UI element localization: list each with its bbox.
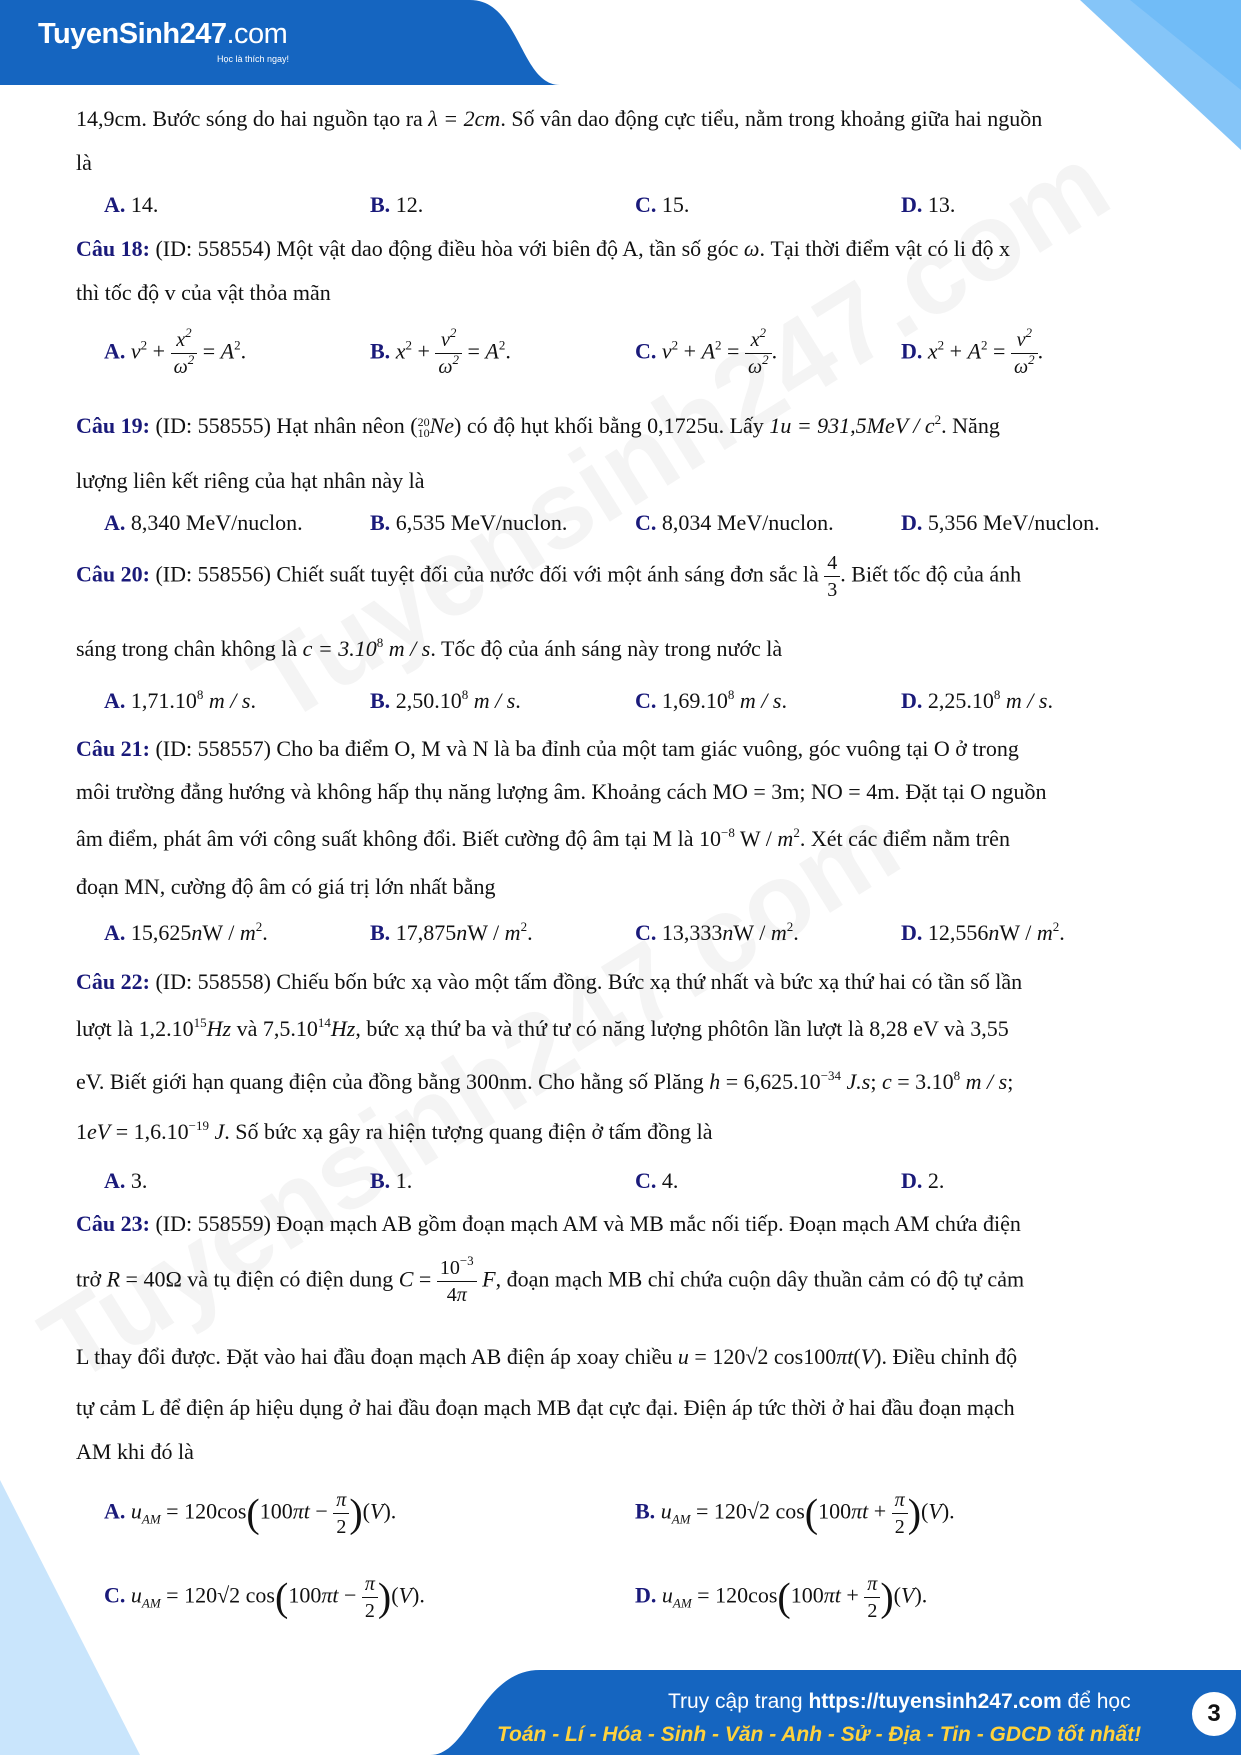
question-20: Câu 20: (ID: 558556) Chiết suất tuyệt đối của nước đối với một ánh sáng đơn sắc là $\frac{4}{3}$ . Biết tốc độ của ánh bbox=[76, 552, 1022, 601]
question-text: môi trường đẳng hướng và không hấp thụ năng lượng âm. Khoảng cách MO = 3m; NO = 4m. Đặt tại O nguồn bbox=[76, 779, 1047, 804]
answer-option[interactable]: B. $u_{AM} = 120√2$ cos(100πt + $\frac{\pi}{2}$ )(V). bbox=[635, 1489, 955, 1538]
answer-option[interactable]: B. $17,875nW / m^2$. bbox=[370, 919, 533, 945]
question-19: Câu 19: (ID: 558555) Hạt nhân nêon (20 10Ne) có độ hụt khối bằng 0,1725u. Lấy $1u = 931,5MeV / c^2$. Năng bbox=[76, 412, 1000, 440]
answer-option[interactable]: B. 12. bbox=[370, 192, 424, 217]
answer-option[interactable]: C. $13,333nW / m^2$. bbox=[635, 919, 799, 945]
brand-text: inh247 bbox=[137, 18, 227, 50]
answer-option[interactable]: A. 3. bbox=[104, 1168, 148, 1193]
answer-option[interactable]: C. $v^2 + A^2$ = $\frac{x^2}{\omega^2}$ . bbox=[635, 325, 778, 378]
question-text: lượt là 1,2.10$^{15}$Hz và 7,5.10$^{14}$Hz, bức xạ thứ ba và thứ tư có năng lượng phôtôn lần lượt là 8,28 eV và 3,55 bbox=[76, 1015, 1009, 1041]
question-text: âm điểm, phát âm với công suất không đổi. Biết cường độ âm tại M là $10^{-8}$ W / $m^2$. Xét các điểm nằm trên bbox=[76, 825, 1010, 851]
answer-option[interactable]: D. 2,25.10$^8$ m / s. bbox=[901, 687, 1053, 713]
question-label: Câu 22: bbox=[76, 969, 150, 994]
brand-text: S bbox=[118, 18, 138, 50]
question-text: sáng trong chân không là $c = 3.10^8$ m / s. Tốc độ của ánh sáng này trong nước là bbox=[76, 635, 783, 661]
question-text: trở R = 40Ω và tụ điện có điện dung C = $\frac{10^{-3}}{4\pi}$ F, đoạn mạch MB chỉ chứa cuộn dây thuần cảm có độ tự cảm bbox=[76, 1253, 1025, 1306]
answer-option[interactable]: D. $u_{AM} = 120\cos(100\pi t$ + $\frac{\pi}{2}$ )(V). bbox=[635, 1573, 928, 1622]
answer-option[interactable]: D. $x^2 + A^2$ = $\frac{v^2}{\omega^2}$ . bbox=[901, 325, 1044, 378]
answer-option[interactable]: C. 8,034 MeV/nuclon. bbox=[635, 510, 834, 535]
answer-option[interactable]: A. 14. bbox=[104, 192, 159, 217]
brand-logo[interactable] bbox=[38, 18, 287, 51]
answer-option[interactable]: C. 4. bbox=[635, 1168, 679, 1193]
question-label: Câu 21: bbox=[76, 736, 150, 761]
answer-option[interactable]: A. 8,340 MeV/nuclon. bbox=[104, 510, 303, 535]
answer-option[interactable]: C. 15. bbox=[635, 192, 690, 217]
question-label: Câu 18: bbox=[76, 236, 150, 261]
question-text: là bbox=[76, 150, 92, 175]
answer-option[interactable]: B. $x^2$ + $\frac{v^2}{\omega^2}$ = $A^2$. bbox=[370, 325, 511, 378]
question-label: Câu 19: bbox=[76, 413, 150, 438]
answer-option[interactable]: D. 2. bbox=[901, 1168, 945, 1193]
question-text: $1eV = 1,6.10^{-19}$ J. Số bức xạ gây ra hiện tượng quang điện ở tấm đồng là bbox=[76, 1118, 713, 1144]
answer-option[interactable]: B. 1. bbox=[370, 1168, 413, 1193]
question-21: Câu 21: (ID: 558557) Cho ba điểm O, M và N là ba đỉnh của một tam giác vuông, góc vuông tại O ở trong bbox=[76, 736, 1019, 761]
question-text: L thay đổi được. Đặt vào hai đầu đoạn mạch AB điện áp xoay chiều u = 120√2 cos100πt(V). Điều chỉnh độ bbox=[76, 1344, 1018, 1369]
question-label: Câu 23: bbox=[76, 1211, 150, 1236]
answer-option[interactable]: A. 1,71.10$^8$ m / s. bbox=[104, 687, 256, 713]
question-text: thì tốc độ v của vật thỏa mãn bbox=[76, 280, 331, 305]
corner-decoration bbox=[1070, 0, 1241, 160]
answer-option[interactable]: C. 1,69.10$^8$ m / s. bbox=[635, 687, 787, 713]
answer-option[interactable]: A. $u_{AM} = 120\cos(100\pi t$ − $\frac{\pi}{2}$ )(V). bbox=[104, 1489, 397, 1538]
answer-option[interactable]: B. 2,50.10$^8$ m / s. bbox=[370, 687, 521, 713]
answer-option[interactable]: B. 6,535 MeV/nuclon. bbox=[370, 510, 568, 535]
page-number: 3 bbox=[1207, 1700, 1221, 1727]
question-22: Câu 22: (ID: 558558) Chiếu bốn bức xạ vào một tấm đồng. Bức xạ thứ nhất và bức xạ thứ hai có tần số lần bbox=[76, 969, 1023, 994]
answer-option[interactable]: D. 5,356 MeV/nuclon. bbox=[901, 510, 1100, 535]
question-text: 14,9cm. Bước sóng do hai nguồn tạo ra λ = 2cm. Số vân dao động cực tiểu, nằm trong khoảng giữa hai nguồn bbox=[76, 106, 1043, 131]
question-18: Câu 18: (ID: 558554) Một vật dao động điều hòa với biên độ A, tần số góc ω. Tại thời điểm vật có li độ x bbox=[76, 236, 1010, 261]
brand-text: Tuyen bbox=[38, 18, 119, 50]
footer-subjects: Toán - Lí - Hóa - Sinh - Văn - Anh - Sử - Địa - Tin - GDCD tốt nhất! bbox=[497, 1723, 1142, 1746]
brand-text: .com bbox=[226, 18, 288, 50]
brand-tagline: Học là thích ngay! bbox=[217, 54, 290, 64]
answer-option[interactable]: C. $u_{AM} = 120√2$ cos(100πt − $\frac{\pi}{2}$ )(V). bbox=[104, 1573, 425, 1622]
question-23: Câu 23: (ID: 558559) Đoạn mạch AB gồm đoạn mạch AM và MB mắc nối tiếp. Đoạn mạch AM chứa điện bbox=[76, 1211, 1021, 1236]
question-text: lượng liên kết riêng của hạt nhân này là bbox=[76, 468, 425, 493]
answer-option[interactable]: D. $12,556nW / m^2$. bbox=[901, 919, 1065, 945]
question-label: Câu 20: bbox=[76, 561, 150, 587]
answer-option[interactable]: D. 13. bbox=[901, 192, 956, 217]
question-text: AM khi đó là bbox=[76, 1439, 194, 1464]
answer-option[interactable]: A. $15,625nW / m^2$. bbox=[104, 919, 268, 945]
question-text: tự cảm L để điện áp hiệu dụng ở hai đầu đoạn mạch MB đạt cực đại. Điện áp tức thời ở hai đầu đoạn mạch bbox=[76, 1395, 1015, 1420]
answer-option[interactable]: A. $v^2$ + $\frac{x^2}{\omega^2}$ = $A^2$. bbox=[104, 325, 247, 378]
question-text: eV. Biết giới hạn quang điện của đồng bằng 300nm. Cho hằng số Plăng $h = 6,625.10^{-34}$ J.s; $c = 3.10^8$ m / s; bbox=[76, 1068, 1014, 1094]
footer-link[interactable]: Truy cập trang https://tuyensinh247.com để học bbox=[668, 1690, 1131, 1713]
question-text: đoạn MN, cường độ âm có giá trị lớn nhất bằng bbox=[76, 874, 496, 899]
